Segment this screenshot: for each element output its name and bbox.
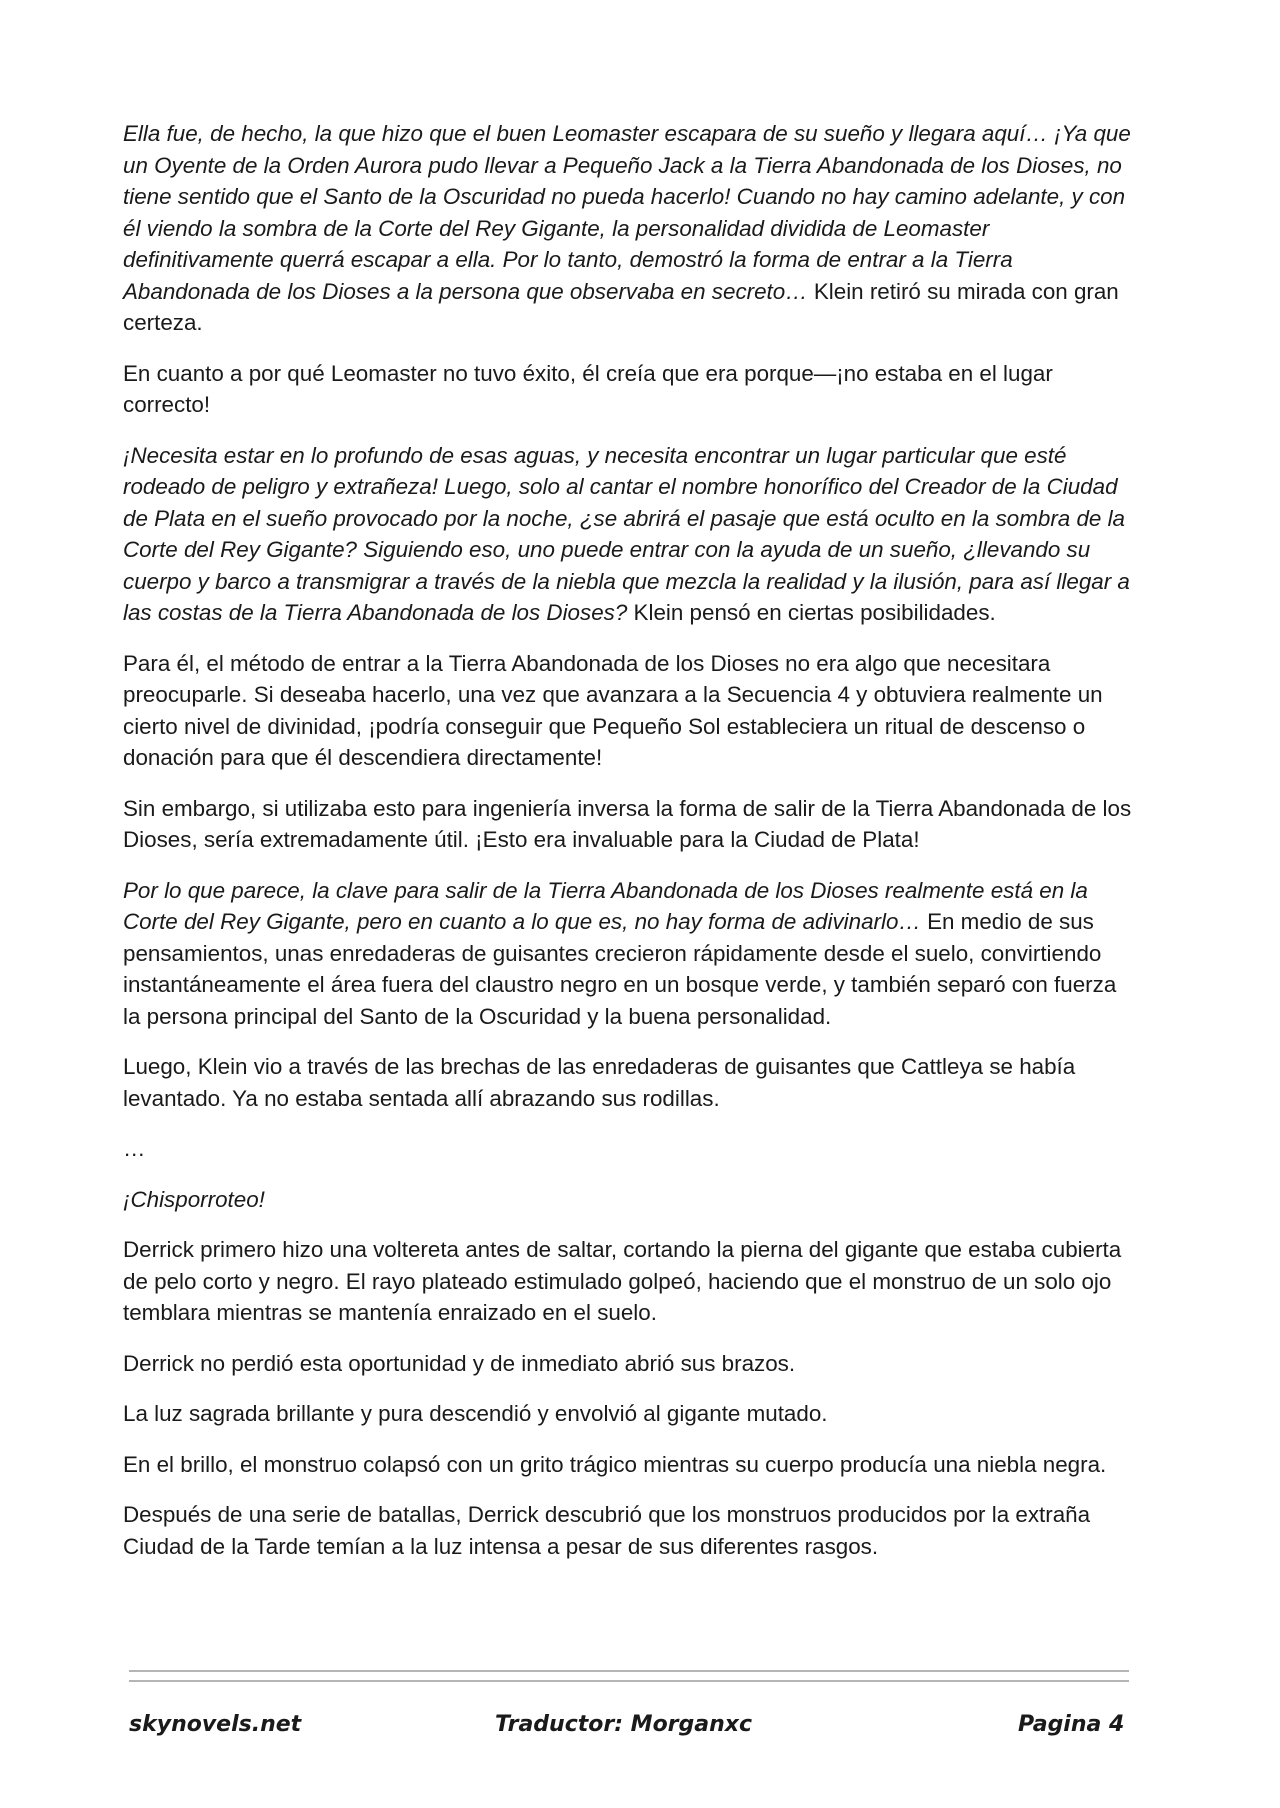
paragraph-14 bbox=[123, 1499, 1133, 1562]
footer-translator: Traductor: Morganxc bbox=[495, 1712, 753, 1737]
paragraph-7-text: Luego, Klein vio a través de las brechas de las enredaderas de guisantes que Cattleya se había levantado. Ya no estaba sentada allí abrazando sus rodillas. bbox=[123, 1054, 1076, 1111]
paragraph-2-text: En cuanto a por qué Leomaster no tuvo éxito, él creía que era porque—¡no estaba en el lugar correcto! bbox=[123, 360, 1053, 417]
paragraph-4 bbox=[123, 648, 1133, 774]
paragraph-10-text: Derrick primero hizo una voltereta antes de saltar, cortando la pierna del gigante que estaba cubierta de pelo corto y negro. El rayo plateado estimulado golpeó, haciendo que el monstruo de un solo ojo temblara mientras se mantenía enraizado en el suelo. bbox=[123, 1237, 1122, 1325]
paragraph-13-text: En el brillo, el monstruo colapsó con un grito trágico mientras su cuerpo producía una niebla negra. bbox=[123, 1451, 1107, 1477]
document-body bbox=[123, 118, 1133, 1581]
footer-divider-bottom bbox=[129, 1680, 1129, 1682]
paragraph-3-italic: ¡Necesita estar en lo profundo de esas aguas, y necesita encontrar un lugar particular que esté rodeado de peligro y extrañeza! Luego, solo al cantar el nombre honorífico del Creador de la Ciudad de Plata en el sueño provocado por la noche, ¿se abrirá el pasaje que está oculto en la sombra de la Corte del Rey Gigante? Siguiendo eso, uno puede entrar con la ayuda de un sueño, ¿llevando su cuerpo y barco a transmigrar a través de la niebla que mezcla la realidad y la ilusión, para así llegar a las costas de la Tierra Abandonada de los Dioses? bbox=[123, 442, 1130, 625]
footer-divider-top bbox=[129, 1670, 1129, 1672]
paragraph-3-text: Klein pensó en ciertas posibilidades. bbox=[627, 600, 996, 625]
paragraph-13 bbox=[123, 1449, 1133, 1481]
paragraph-11 bbox=[123, 1348, 1133, 1380]
paragraph-1 bbox=[123, 118, 1133, 339]
paragraph-14-text: Después de una serie de batallas, Derrick descubrió que los monstruos producidos por la extraña Ciudad de la Tarde temían a la luz intensa a pesar de sus diferentes rasgos. bbox=[123, 1502, 1091, 1559]
paragraph-11-text: Derrick no perdió esta oportunidad y de inmediato abrió sus brazos. bbox=[123, 1350, 796, 1376]
paragraph-5 bbox=[123, 793, 1133, 856]
scene-break bbox=[123, 1133, 1133, 1165]
scene-break-text: … bbox=[123, 1136, 146, 1161]
paragraph-7 bbox=[123, 1051, 1133, 1114]
paragraph-5-text: Sin embargo, si utilizaba esto para ingeniería inversa la forma de salir de la Tierra Abandonada de los Dioses, sería extremadamente útil. ¡Esto era invaluable para la Ciudad de Plata! bbox=[123, 795, 1132, 852]
paragraph-6 bbox=[123, 875, 1133, 1033]
paragraph-12-text: La luz sagrada brillante y pura descendió y envolvió al gigante mutado. bbox=[123, 1401, 828, 1426]
paragraph-4-text: Para él, el método de entrar a la Tierra Abandonada de los Dioses no era algo que necesitara preocuparle. Si deseaba hacerlo, una vez que avanzara a la Secuencia 4 y obtuviera realmente un cierto nivel de divinidad, ¡podría conseguir que Pequeño Sol estableciera un ritual de descenso o donación para que él descendiera directamente! bbox=[123, 650, 1103, 770]
paragraph-9 bbox=[123, 1184, 1133, 1216]
paragraph-3 bbox=[123, 440, 1133, 629]
paragraph-12 bbox=[123, 1398, 1133, 1430]
paragraph-2 bbox=[123, 358, 1133, 421]
paragraph-1-text: Klein retiró su mirada con gran certeza. bbox=[123, 278, 1119, 335]
footer-site: skynovels.net bbox=[129, 1712, 302, 1737]
footer-page-number: Pagina 4 bbox=[1018, 1712, 1125, 1737]
paragraph-1-italic: Ella fue, de hecho, la que hizo que el buen Leomaster escapara de su sueño y llegara aquí… ¡Ya que un Oyente de la Orden Aurora pudo llevar a Pequeño Jack a la Tierra Abandonada de los Dioses, no tiene sentido que el Santo de la Oscuridad no pueda hacerlo! Cuando no hay camino adelante, y con él viendo la sombra de la Corte del Rey Gigante, la personalidad dividida de Leomaster definitivamente querrá escapar a ella. Por lo tanto, demostró la forma de entrar a la Tierra Abandonada de los Dioses a la persona que observaba en secreto… bbox=[123, 121, 1131, 304]
paragraph-6-italic: Por lo que parece, la clave para salir de la Tierra Abandonada de los Dioses realmente está en la Corte del Rey Gigante, pero en cuanto a lo que es, no hay forma de adivinarlo… bbox=[123, 877, 1088, 934]
paragraph-9-italic: ¡Chisporroteo! bbox=[123, 1186, 265, 1212]
paragraph-6-text: En medio de sus pensamientos, unas enredaderas de guisantes crecieron rápidamente desde el suelo, convirtiendo instantáneamente el área fuera del claustro negro en un bosque verde, y también separó con fuerza la persona principal del Santo de la Oscuridad y la buena personalidad. bbox=[123, 909, 1117, 1029]
paragraph-10 bbox=[123, 1234, 1133, 1329]
